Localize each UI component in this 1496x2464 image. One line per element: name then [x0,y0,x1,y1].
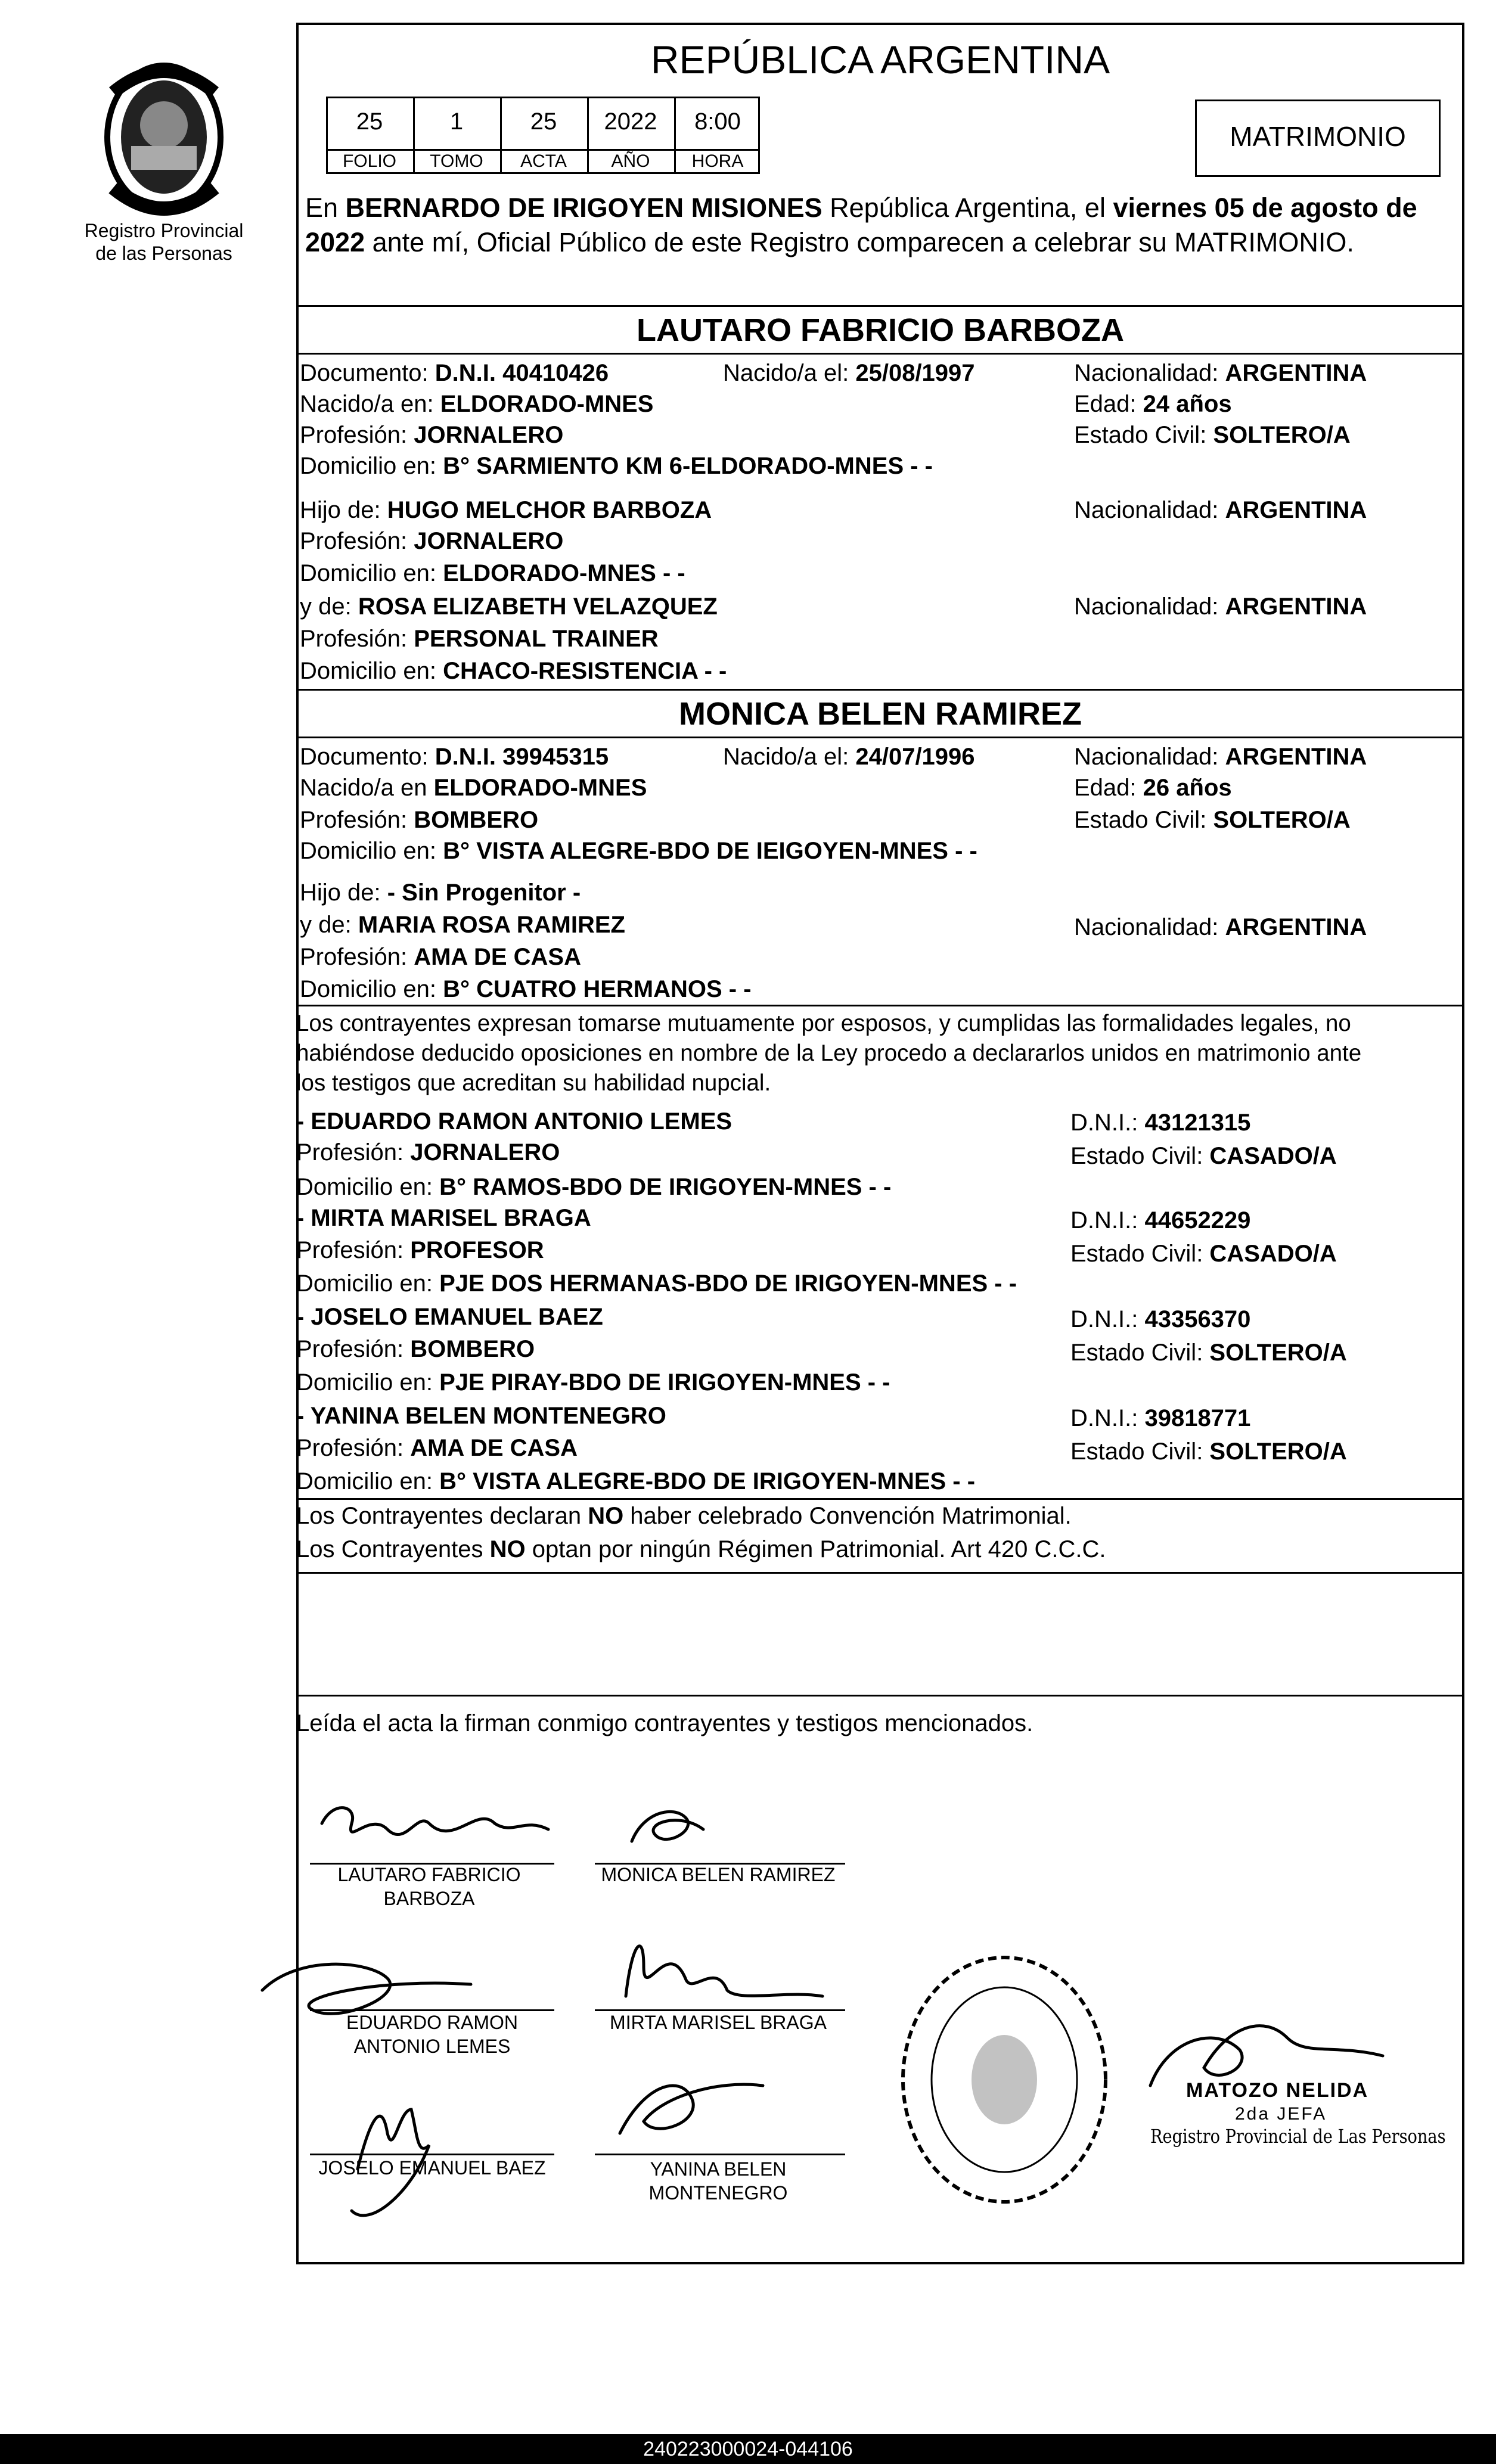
spouse1-civil-status: Estado Civil: SOLTERO/A [1074,422,1351,448]
sig-lautaro-line2: BARBOZA [383,1888,475,1909]
witness1-dni: D.N.I.: 43121315 [1070,1110,1251,1136]
signature-official [1150,2026,1383,2086]
sig-eduardo-line1: EDUARDO RAMON [346,2012,518,2033]
witness4-profession: Profesión: AMA DE CASA [296,1435,578,1461]
witness2-name: - MIRTA MARISEL BRAGA [296,1205,591,1231]
signature-eduardo [262,1964,471,2014]
declaration-line2: habiéndose deducido oposiciones en nombre de la Ley procedo a declararlos unidos en matrimonio ante [296,1040,1362,1066]
logo-caption-line2: de las Personas [95,243,232,264]
ceremony-year: 2022 [305,227,365,257]
declaration-line1: Los contrayentes expresan tomarse mutuamente por esposos, y cumplidas las formalidades legales, no [296,1011,1351,1036]
spouse2-birthplace: Nacido/a en ELDORADO-MNES [300,775,647,801]
witness3-name: - JOSELO EMANUEL BAEZ [296,1304,603,1330]
spouse1-age: Edad: 24 años [1074,391,1232,417]
spouse1-birthdate: Nacido/a el: 25/08/1997 [723,360,975,386]
spouse2-profession: Profesión: BOMBERO [300,807,539,833]
witness3-dni: D.N.I.: 43356370 [1070,1306,1251,1332]
spouse2-nationality: Nacionalidad: ARGENTINA [1074,744,1367,770]
spouse1-birthplace: Nacido/a en: ELDORADO-MNES [300,391,654,417]
spouse1-father: Hijo de: HUGO MELCHOR BARBOZA [300,497,712,523]
witness3-address: Domicilio en: PJE PIRAY-BDO DE IRIGOYEN-MNES - - [296,1369,890,1396]
sig-joselo: JOSELO EMANUEL BAEZ [318,2157,546,2179]
folio-value: 25 [356,108,383,135]
sig-yanina-line2: MONTENEGRO [648,2182,788,2204]
spouse1-mother-nationality: Nacionalidad: ARGENTINA [1074,594,1367,620]
spouse2-mother: y de: MARIA ROSA RAMIREZ [300,912,625,938]
spouse2-father: Hijo de: - Sin Progenitor - [300,880,581,906]
spouse2-mother-nationality: Nacionalidad: ARGENTINA [1074,914,1367,940]
spouse1-profession: Profesión: JORNALERO [300,422,564,448]
witness1-address: Domicilio en: B° RAMOS-BDO DE IRIGOYEN-MNES - - [296,1174,892,1200]
witness2-profession: Profesión: PROFESOR [296,1237,544,1263]
official-office: Registro Provincial de Las Personas [1150,2125,1446,2148]
signature-yanina [620,2084,763,2133]
spouse2-birthdate: Nacido/a el: 24/07/1996 [723,744,975,770]
spouse1-nationality: Nacionalidad: ARGENTINA [1074,360,1367,386]
spouse2-mother-profession: Profesión: AMA DE CASA [300,944,581,970]
witness4-civil-status: Estado Civil: SOLTERO/A [1070,1438,1347,1465]
spouse2-age: Edad: 26 años [1074,775,1232,801]
spouse1-document: Documento: D.N.I. 40410426 [300,360,609,386]
spouse2-address: Domicilio en: B° VISTA ALEGRE-BDO DE IEIGOYEN-MNES - - [300,838,977,864]
witness3-civil-status: Estado Civil: SOLTERO/A [1070,1340,1347,1366]
signature-lautaro [322,1808,548,1835]
tomo-value: 1 [449,108,464,135]
signature-mirta [626,1946,823,1996]
spouse2-civil-status: Estado Civil: SOLTERO/A [1074,807,1351,833]
patrimonial-regime-statement: Los Contrayentes NO optan por ningún Régimen Patrimonial. Art 420 C.C.C. [296,1536,1106,1562]
signature-monica [632,1812,703,1841]
spouse1-father-address: Domicilio en: ELDORADO-MNES - - [300,560,685,586]
witness1-civil-status: Estado Civil: CASADO/A [1070,1143,1337,1169]
witness2-civil-status: Estado Civil: CASADO/A [1070,1241,1337,1267]
sig-yanina-line1: YANINA BELEN [650,2158,787,2180]
witness4-name: - YANINA BELEN MONTENEGRO [296,1403,666,1429]
tomo-label: TOMO [430,151,483,171]
hora-value: 8:00 [694,108,741,135]
official-role: 2da JEFA [1235,2104,1327,2124]
spouse2-mother-address: Domicilio en: B° CUATRO HERMANOS - - [300,976,752,1002]
country-title: REPÚBLICA ARGENTINA [650,38,1110,82]
closing-statement: Leída el acta la firman conmigo contrayentes y testigos mencionados. [296,1710,1033,1736]
spouse1-father-nationality: Nacionalidad: ARGENTINA [1074,497,1367,523]
provincial-logo [89,57,238,217]
intro-line2: 2022 ante mí, Oficial Público de este Registro comparecen a celebrar su MATRIMONIO. [305,227,1354,257]
witness2-address: Domicilio en: PJE DOS HERMANAS-BDO DE IRIGOYEN-MNES - - [296,1270,1017,1297]
sig-eduardo-line2: ANTONIO LEMES [353,2036,511,2057]
sig-lautaro-line1: LAUTARO FABRICIO [337,1864,521,1885]
intro-line1: En BERNARDO DE IRIGOYEN MISIONES República Argentina, el viernes 05 de agosto de [305,192,1417,223]
sig-mirta: MIRTA MARISEL BRAGA [610,2012,827,2033]
record-type: MATRIMONIO [1230,121,1406,152]
witness1-profession: Profesión: JORNALERO [296,1139,560,1166]
anio-value: 2022 [604,108,657,135]
header-fields-table [326,97,760,174]
witness1-name: - EDUARDO RAMON ANTONIO LEMES [296,1108,733,1135]
ceremony-place: BERNARDO DE IRIGOYEN MISIONES [345,192,823,223]
spouse1-mother-profession: Profesión: PERSONAL TRAINER [300,626,659,652]
witness4-dni: D.N.I.: 39818771 [1070,1405,1251,1431]
anio-label: AÑO [611,151,650,171]
acta-value: 25 [530,108,557,135]
footer-code: 240223000024-044106 [643,2438,853,2460]
witness4-address: Domicilio en: B° VISTA ALEGRE-BDO DE IRIGOYEN-MNES - - [296,1468,976,1494]
convention-statement: Los Contrayentes declaran NO haber celebrado Convención Matrimonial. [296,1503,1072,1529]
witness3-profession: Profesión: BOMBERO [296,1336,535,1362]
official-stamp-icon [894,1949,1115,2211]
folio-label: FOLIO [342,151,396,171]
sig-monica: MONICA BELEN RAMIREZ [601,1864,836,1885]
declaration-line3: los testigos que acreditan su habilidad nupcial. [296,1070,771,1096]
official-name: MATOZO NELIDA [1186,2079,1369,2102]
spouse2-document: Documento: D.N.I. 39945315 [300,744,609,770]
acta-label: ACTA [520,151,567,171]
spouse1-father-profession: Profesión: JORNALERO [300,528,564,554]
spouse2-name: MONICA BELEN RAMIREZ [679,696,1082,732]
spouse1-address: Domicilio en: B° SARMIENTO KM 6-ELDORADO-MNES - - [300,453,933,479]
witness2-dni: D.N.I.: 44652229 [1070,1207,1251,1233]
spouse1-mother-address: Domicilio en: CHACO-RESISTENCIA - - [300,658,727,684]
hora-label: HORA [691,151,744,171]
spouse1-mother: y de: ROSA ELIZABETH VELAZQUEZ [300,594,718,620]
ceremony-date: viernes 05 de agosto de [1113,192,1417,223]
logo-caption-line1: Registro Provincial [84,220,244,241]
spouse1-name: LAUTARO FABRICIO BARBOZA [637,312,1124,348]
misiones-seal-icon [89,57,238,217]
